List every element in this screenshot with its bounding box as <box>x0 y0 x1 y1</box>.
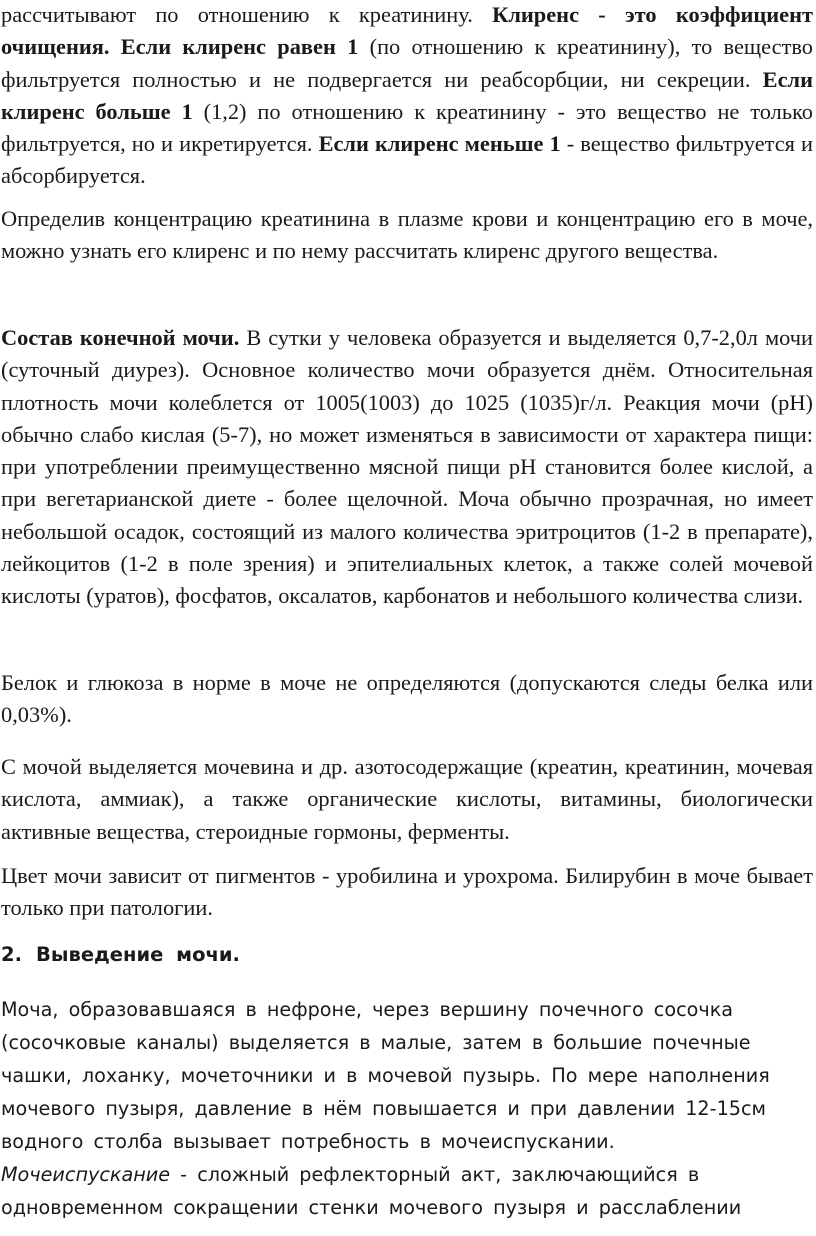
paragraph-color: Цвет мочи зависит от пигментов - уробилина и урохрома. Билирубин в моче бывает только при патологии. <box>1 863 813 921</box>
paragraph-nitrogen: С мочой выделяется мочевина и др. азотосодержащие (креатин, креатинин, мочевая кислота, аммиак), а также органические кислоты, витамины, биологически активные вещества, стероидные гормоны, ферменты. <box>1 754 813 844</box>
bold-text: Если клиренс меньше 1 <box>318 131 561 157</box>
line: чашки, лоханку, мочеточники и в мочевой пузырь. По мере наполнения <box>1 1064 770 1087</box>
paragraph-excretion <box>1 993 801 1224</box>
italic-term: Мочеиспускание <box>1 1163 171 1186</box>
line: Моча, образовавшаяся в нефроне, через вершину почечного сосочка <box>1 998 734 1021</box>
text: рассчитывают по отношению к креатинину. <box>1 2 493 27</box>
paragraph-creatinine: Определив концентрацию креатинина в плазме крови и концентрацию его в моче, можно узнать его клиренс и по нему рассчитать клиренс другого вещества. <box>1 206 813 264</box>
line <box>1 1158 801 1191</box>
text: - сложный рефлекторный акт, заключающийся в <box>170 1163 700 1186</box>
heading-number: 2. <box>1 943 22 966</box>
line: одновременном сокращении стенки мочевого пузыря и расслаблении <box>1 1196 742 1219</box>
line: водного столба вызывает потребность в мочеиспускании. <box>1 1130 615 1153</box>
text: (1,2) по отношению к креатинину - это вещество не только фильтруется, но и икретируется. <box>1 98 813 157</box>
text: - вещество фильтруется и абсорбируется. <box>1 131 813 189</box>
paragraph-protein-glucose: Белок и глюкоза в норме в моче не определяются (допускаются следы белка или 0,03%). <box>1 670 813 728</box>
line: (сосочковые каналы) выделяется в малые, затем в большие почечные <box>1 1031 751 1054</box>
text: В сутки у человека образуется и выделяется 0,7-2,0л мочи (суточный диурез). Основное количество мочи образуется днём. Относительная плотность мочи колеблется от 1005(1003) до 1025 (1035)г/л. Реакция мочи (pH) обычно слабо кислая (5-7), но может изменяться в зависимости от характера пищи: при употреблении преимущественно мясной пищи pH становится более кислой, а при вегетарианской диете - более щелочной. Моча обычно прозрачная, но имеет небольшой осадок, состоящий из малого количества эритроцитов (1-2 в препарате), лейкоцитов (1-2 в поле зрения) и эпителиальных клеток, а также солей мочевой кислоты (уратов), фосфатов, оксалатов, карбонатов и небольшого количества слизи. <box>1 325 813 609</box>
text: (по отношению к креатинину), то вещество фильтруется полностью и не подвергается ни реабсорбции, ни секреции. <box>1 34 813 92</box>
paragraph-clearance <box>1 0 813 193</box>
paragraph-urine-composition <box>1 322 813 613</box>
bold-text: Состав конечной мочи. <box>1 325 240 350</box>
bold-text: Клиренс - это коэффициент очищения. Если клиренс равен 1 <box>1 2 813 60</box>
heading-title: Выведение мочи. <box>35 943 240 966</box>
section-heading <box>1 943 240 966</box>
line: мочевого пузыря, давление в нём повышается и при давлении 12-15см <box>1 1097 767 1120</box>
bold-text: Если клиренс больше 1 <box>1 66 813 124</box>
